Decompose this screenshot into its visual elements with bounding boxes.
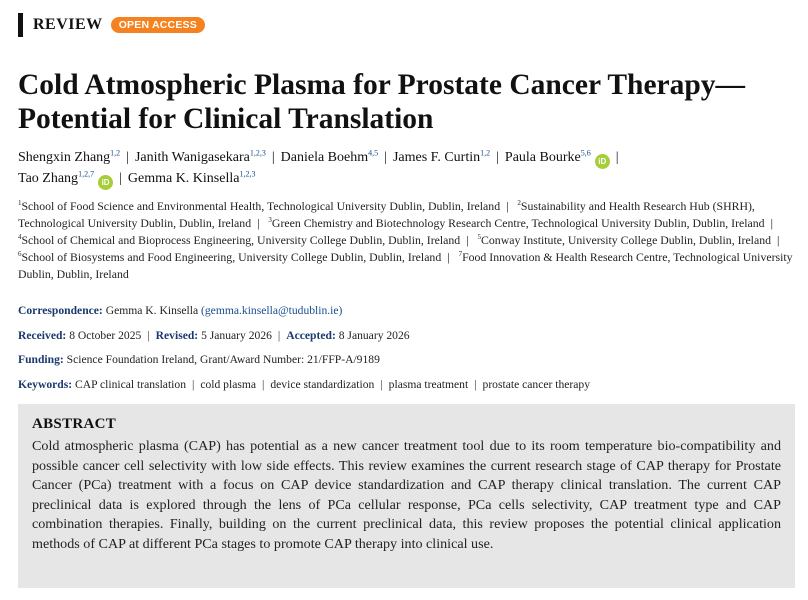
affiliation-item: $^3$Green Chemistry and Biotechnology Research Centre, Technological University Dublin, Dublin, Ireland	[268, 216, 765, 230]
affiliation-item: $^7$Food Innovation & Health Research Centre, Technological University Dublin, Dublin, Ireland	[18, 250, 793, 281]
dates-line: Received: 8 October 2025 | Revised: 5 January 2026 | Accepted: 8 January 2026	[18, 329, 410, 342]
article-type-row	[18, 12, 205, 38]
keyword-item[interactable]: device standardization	[270, 378, 375, 391]
funding-line: Funding: Science Foundation Ireland, Grant/Award Number: 21/FFP-A/9189	[18, 353, 380, 366]
author-item[interactable]: Tao Zhang$^{1,2,7}$iD	[18, 171, 113, 186]
author-item[interactable]: Shengxin Zhang$^{1,2}$	[18, 148, 121, 165]
correspondence-line: Correspondence: Gemma K. Kinsella (gemma.kinsella@tudublin.ie)	[18, 304, 343, 317]
keyword-item[interactable]: CAP clinical translation	[75, 378, 186, 391]
author-item[interactable]: Paula Bourke$^{5,6}$iD	[505, 150, 610, 165]
keyword-item[interactable]: plasma treatment	[388, 378, 469, 391]
abstract-box	[18, 404, 795, 588]
keyword-item[interactable]: prostate cancer therapy	[482, 378, 591, 391]
open-access-badge[interactable]: OPEN ACCESS	[111, 17, 205, 33]
author-item[interactable]: James F. Curtin$^{1,2}$	[392, 148, 491, 165]
affiliation-item: $^2$Sustainability and Health Research Hub (SHRH), Technological University Dublin, Dublin, Ireland	[18, 199, 755, 230]
orcid-icon[interactable]: iD	[595, 154, 610, 169]
accepted-date: 8 January 2026	[338, 329, 410, 342]
article-type-bar	[18, 13, 23, 37]
keyword-item[interactable]: cold plasma	[200, 378, 257, 391]
author-item[interactable]: Janith Wanigasekara$^{1,2,3}$	[134, 148, 266, 165]
affiliation-item: $^1$School of Food Science and Environmental Health, Technological University Dublin, Dublin, Ireland	[18, 199, 501, 213]
affiliations: $^1$School of Food Science and Environmental Health, Technological University Dublin, Dublin, Ireland | $^2$Sustainability and Health Research Hub (SHRH), Technological University Dublin, Dublin, Ireland | $^3$Green Chemistry and Biotechnology Research Centre, Technological University Dublin, Dublin, Ireland | $^4$School of Chemical and Bioprocess Engineering, University College Dublin, Dublin, Ireland | $^5$Conway Institute, University College Dublin, Dublin, Ireland | $^6$School of Biosystems and Food Engineering, University College Dublin, Dublin, Ireland | $^7$Food Innovation & Health Research Centre, Technological University Dublin, Dublin, Ireland	[18, 199, 793, 281]
affiliation-item: $^4$School of Chemical and Bioprocess Engineering, University College Dublin, Dublin, Ireland	[18, 233, 461, 247]
affiliation-item: $^5$Conway Institute, University College Dublin, Dublin, Ireland	[477, 233, 771, 247]
abstract-text: Cold atmospheric plasma (CAP) has potential as a new cancer treatment tool due to its room temperature bio-compatibility and possible cancer cell selectivity with low side effects. This review examines the current research stage of CAP therapy for Prostate Cancer (PCa) treatment with a focus on CAP device standardization and CAP therapy clinical translation. The current CAP preclinical data is explored through the lens of PCa cellular response, PCa cells selectivity, CAP treatment type and CAP combination therapies. Finally, building on the current preclinical data, this review proposes the potential clinical application methods of CAP at different PCa stages to promote CAP therapy into clinical use.	[32, 438, 781, 552]
affiliation-item: $^6$School of Biosystems and Food Engineering, University College Dublin, Dublin, Ireland	[18, 250, 442, 264]
article-title-line2: Potential for Clinical Translation	[18, 103, 434, 135]
author-separator: |	[119, 171, 122, 186]
author-separator: |	[126, 150, 129, 165]
author-separator: |	[615, 150, 619, 165]
article-title-line1: Cold Atmospheric Plasma for Prostate Cancer Therapy—	[18, 69, 746, 101]
author-separator: |	[496, 150, 499, 165]
author-separator: |	[384, 150, 387, 165]
funding-text: Science Foundation Ireland, Grant/Award Number: 21/FFP-A/9189	[66, 353, 380, 366]
article-title	[18, 68, 798, 136]
correspondence-email-link[interactable]: (gemma.kinsella@tudublin.ie)	[201, 304, 343, 317]
author-separator: |	[271, 150, 275, 165]
keywords-line: Keywords: CAP clinical translation | cold plasma | device standardization | plasma treatment | prostate cancer therapy	[18, 378, 591, 391]
revised-date: 5 January 2026	[201, 329, 272, 342]
article-type-label: REVIEW	[33, 16, 103, 33]
author-list	[18, 148, 798, 190]
author-item[interactable]: Daniela Boehm$^{4,5}$	[280, 148, 379, 165]
correspondence-name: Gemma K. Kinsella	[105, 304, 199, 317]
abstract-heading: ABSTRACT	[32, 416, 117, 432]
received-date: 8 October 2025	[69, 329, 142, 342]
author-item[interactable]: Gemma K. Kinsella$^{1,2,3}$	[127, 169, 256, 186]
orcid-icon[interactable]: iD	[98, 175, 113, 190]
